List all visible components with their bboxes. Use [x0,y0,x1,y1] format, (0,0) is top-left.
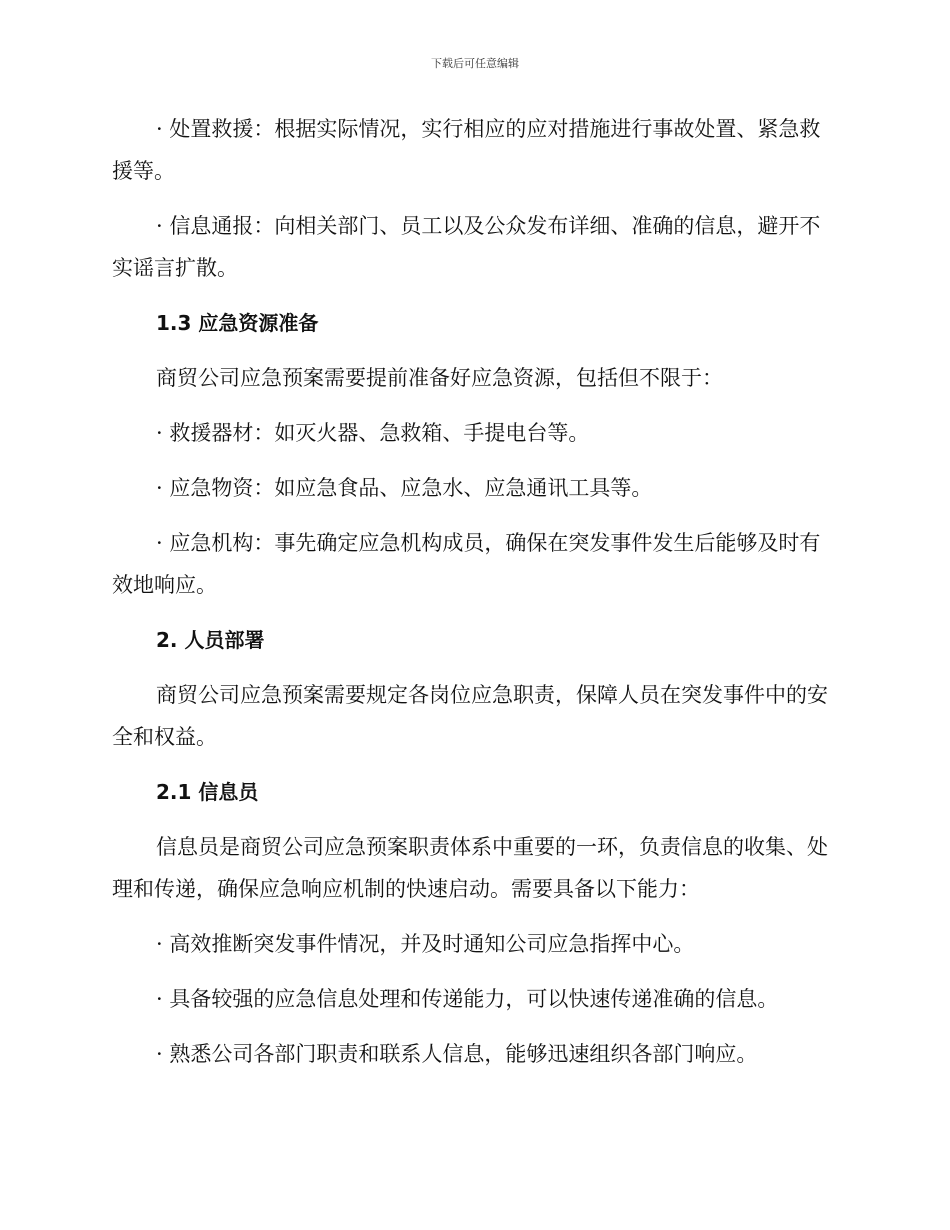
paragraph-ability-3: · 熟悉公司各部门职责和联系人信息，能够迅速组织各部门响应。 [156,1042,758,1066]
paragraph-personnel-intro: 商贸公司应急预案需要规定各岗位应急职责，保障人员在突发事件中的安全和权益。 [112,683,828,749]
document-body [112,108,832,1088]
header-note: 下载后可任意编辑 [431,57,519,70]
paragraph-ability-2: · 具备较强的应急信息处理和传递能力，可以快速传递准确的信息。 [156,987,779,1011]
paragraph-info-officer: 信息员是商贸公司应急预案职责体系中重要的一环，负责信息的收集、处理和传递，确保应急响应机制的快速启动。需要具备以下能力： [112,835,828,901]
paragraph-rescue: · 处置救援：根据实际情况，实行相应的应对措施进行事故处置、紧急救援等。 [112,117,821,183]
section-heading-1-3: 1.3 应急资源准备 [156,311,319,335]
paragraph-resources-intro: 商贸公司应急预案需要提前准备好应急资源，包括但不限于： [156,366,723,390]
section-heading-2: 2. 人员部署 [156,628,265,652]
paragraph-supplies: · 应急物资：如应急食品、应急水、应急通讯工具等。 [156,476,653,500]
section-heading-2-1: 2.1 信息员 [156,780,259,804]
paragraph-organization: · 应急机构：事先确定应急机构成员，确保在突发事件发生后能够及时有效地响应。 [112,531,821,597]
paragraph-equipment: · 救援器材：如灭火器、急救箱、手提电台等。 [156,421,590,445]
paragraph-ability-1: · 高效推断突发事件情况，并及时通知公司应急指挥中心。 [156,932,695,956]
paragraph-info-report: · 信息通报：向相关部门、员工以及公众发布详细、准确的信息，避开不实谣言扩散。 [112,214,821,280]
